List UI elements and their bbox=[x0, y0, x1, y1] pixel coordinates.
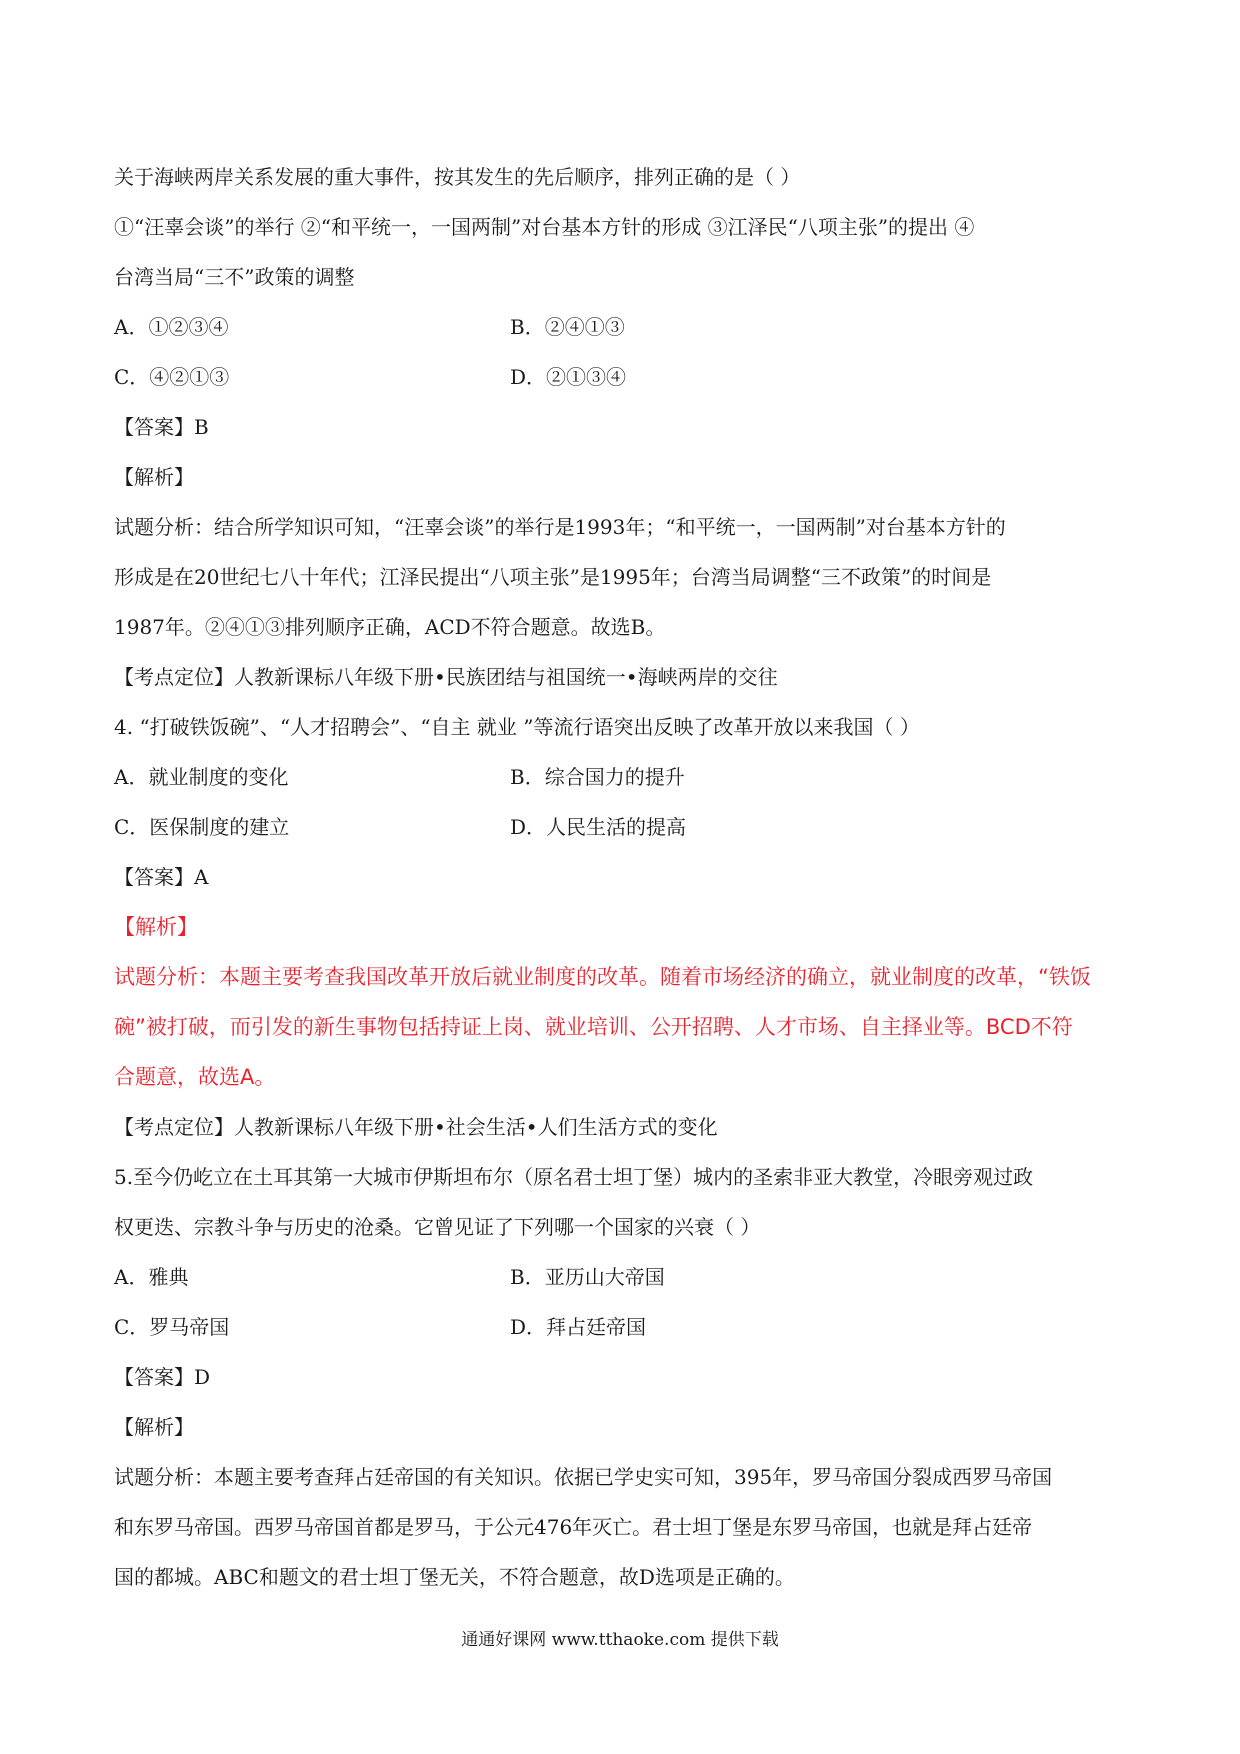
q4-option-a: A．就业制度的变化 bbox=[114, 765, 289, 789]
q4-options-row-2 bbox=[114, 802, 1138, 852]
q3-analysis-line-1: 试题分析：结合所学知识可知，“汪辜会谈”的举行是1993年；“和平统一，一国两制”对台基本方针的 bbox=[114, 515, 1006, 539]
page-content bbox=[114, 152, 1138, 1602]
q4-options-row-1 bbox=[114, 752, 1138, 802]
q4-option-d: D．人民生活的提高 bbox=[510, 815, 687, 839]
q4-knowledge-point: 【考点定位】人教新课标八年级下册•社会生活•人们生活方式的变化 bbox=[114, 1115, 718, 1139]
q3-options-row-2 bbox=[114, 352, 1138, 402]
q4-analysis-label: 【解析】 bbox=[114, 915, 198, 939]
q5-option-b: B．亚历山大帝国 bbox=[510, 1265, 665, 1289]
q5-answer: 【答案】D bbox=[114, 1365, 211, 1389]
q3-answer: 【答案】B bbox=[114, 415, 209, 439]
q3-option-b: B．②④①③ bbox=[510, 315, 625, 339]
q3-analysis-label: 【解析】 bbox=[114, 465, 194, 489]
q3-stem: 关于海峡两岸关系发展的重大事件，按其发生的先后顺序，排列正确的是（ ） bbox=[114, 165, 801, 189]
q4-option-b: B．综合国力的提升 bbox=[510, 765, 685, 789]
q3-items-line-1: ①“汪辜会谈”的举行 ②“和平统一，一国两制”对台基本方针的形成 ③江泽民“八项主张”的提出 ④ bbox=[114, 215, 975, 239]
q3-knowledge-point: 【考点定位】人教新课标八年级下册•民族团结与祖国统一•海峡两岸的交往 bbox=[114, 665, 778, 689]
q5-stem-line-2: 权更迭、宗教斗争与历史的沧桑。它曾见证了下列哪一个国家的兴衰（ ） bbox=[114, 1215, 761, 1239]
q4-stem: 4. “打破铁饭碗”、“人才招聘会”、“自主 就业 ”等流行语突出反映了改革开放以来我国（ ） bbox=[114, 715, 920, 739]
q3-option-a: A．①②③④ bbox=[114, 315, 229, 339]
q5-options-row-2 bbox=[114, 1302, 1138, 1352]
q3-option-c: C．④②①③ bbox=[114, 365, 230, 389]
q5-option-c: C．罗马帝国 bbox=[114, 1315, 230, 1339]
q5-option-d: D．拜占廷帝国 bbox=[510, 1315, 647, 1339]
q5-analysis-line-1: 试题分析：本题主要考查拜占廷帝国的有关知识。依据已学史实可知，395年，罗马帝国分裂成西罗马帝国 bbox=[114, 1465, 1053, 1489]
q4-analysis-line-1: 试题分析：本题主要考查我国改革开放后就业制度的改革。随着市场经济的确立，就业制度的改革，“铁饭 bbox=[114, 965, 1091, 989]
q5-stem-line-1: 5.至今仍屹立在土耳其第一大城市伊斯坦布尔（原名君士坦丁堡）城内的圣索非亚大教堂，冷眼旁观过政 bbox=[114, 1165, 1034, 1189]
q5-options-row-1 bbox=[114, 1252, 1138, 1302]
q5-analysis-line-3: 国的都城。ABC和题文的君士坦丁堡无关，不符合题意，故D选项是正确的。 bbox=[114, 1565, 795, 1589]
q4-analysis-line-3: 合题意，故选A。 bbox=[114, 1065, 276, 1089]
q3-option-d: D．②①③④ bbox=[510, 365, 627, 389]
q3-analysis-line-3: 1987年。②④①③排列顺序正确，ACD不符合题意。故选B。 bbox=[114, 615, 666, 639]
q5-analysis-label: 【解析】 bbox=[114, 1415, 194, 1439]
q4-answer: 【答案】A bbox=[114, 865, 209, 889]
q3-options-row-1 bbox=[114, 302, 1138, 352]
q3-items-line-2: 台湾当局“三不”政策的调整 bbox=[114, 265, 355, 289]
q4-option-c: C．医保制度的建立 bbox=[114, 815, 290, 839]
q5-analysis-line-2: 和东罗马帝国。西罗马帝国首都是罗马，于公元476年灭亡。君士坦丁堡是东罗马帝国，也就是拜占廷帝 bbox=[114, 1515, 1033, 1539]
q3-analysis-line-2: 形成是在20世纪七八十年代；江泽民提出“八项主张”是1995年；台湾当局调整“三不政策”的时间是 bbox=[114, 565, 992, 589]
q4-analysis-line-2: 碗”被打破，而引发的新生事物包括持证上岗、就业培训、公开招聘、人才市场、自主择业等。BCD不符 bbox=[114, 1015, 1073, 1039]
q5-option-a: A．雅典 bbox=[114, 1265, 189, 1289]
page-footer: 通通好课网 www.tthaoke.com 提供下载 bbox=[461, 1630, 779, 1650]
